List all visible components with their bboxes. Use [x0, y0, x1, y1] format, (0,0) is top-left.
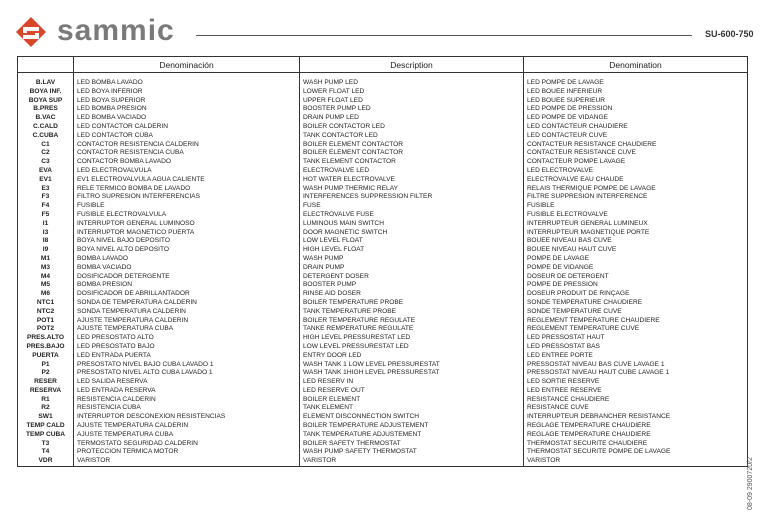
cell-denominacion: LED BOYA INFERIOR — [74, 88, 300, 97]
cell-code: RESER — [18, 378, 74, 387]
cell-denomination: LED ELECTROVALVE — [524, 167, 748, 176]
table-row — [18, 220, 748, 229]
components-table — [17, 56, 748, 467]
cell-denomination: POMPE DE VIDANGE — [524, 264, 748, 273]
cell-denomination: CONTACTEUR POMPE LAVAGE — [524, 158, 748, 167]
cell-code: TEMP CUBA — [18, 431, 74, 440]
table-row — [18, 325, 748, 334]
column-header-code — [18, 57, 74, 73]
cell-code: R2 — [18, 404, 74, 413]
cell-description: WASH PUMP — [300, 255, 524, 264]
cell-denominacion: LED PRESOSTATO ALTO — [74, 334, 300, 343]
cell-denomination: DOSEUR DE DETERGENT — [524, 273, 748, 282]
cell-denomination: PRESSOSTAT NIVEAU HAUT CUBE LAVAGE 1 — [524, 369, 748, 378]
cell-denomination: REGLEMENT TEMPERATURE CUVE — [524, 325, 748, 334]
cell-denominacion: DOSIFICADOR DE ABRILLANTADOR — [74, 290, 300, 299]
cell-code: POT2 — [18, 325, 74, 334]
cell-description: DOOR MAGNETIC SWITCH — [300, 229, 524, 238]
cell-denominacion: LED BOMBA LAVADO — [74, 79, 300, 88]
table-row — [18, 123, 748, 132]
cell-code: B.PRES — [18, 105, 74, 114]
cell-code: I3 — [18, 229, 74, 238]
cell-description: LOWER FLOAT LED — [300, 88, 524, 97]
cell-denomination: FUSIBLE — [524, 202, 748, 211]
cell-denominacion: RESISTENCIA CALDERIN — [74, 396, 300, 405]
cell-description: INTERFERENCES SUPPRESSION FILTER — [300, 193, 524, 202]
cell-denominacion: INTERRUPTOR MAGNETICO PUERTA — [74, 229, 300, 238]
cell-description: BOILER TEMPERATURE ADJUSTEMENT — [300, 422, 524, 431]
cell-denomination: POMPE DE LAVAGE — [524, 255, 748, 264]
cell-denominacion: LED CONTACTOR CUBA — [74, 132, 300, 141]
cell-description: WASH TANK 1 LOW LEVEL PRESSURESTAT — [300, 361, 524, 370]
cell-code: T4 — [18, 448, 74, 457]
table-row — [18, 79, 748, 88]
cell-denominacion: SONDA DE TEMPERATURA CALDERIN — [74, 299, 300, 308]
table-row — [18, 352, 748, 361]
cell-denomination: REGLAGE TEMPERATURE CHAUDIÈRE — [524, 422, 748, 431]
cell-denominacion: LED ENTRADA RESERVA — [74, 387, 300, 396]
cell-description: BOOSTER PUMP — [300, 281, 524, 290]
cell-denominacion: LED ENTRADA PUERTA — [74, 352, 300, 361]
cell-code: SW1 — [18, 413, 74, 422]
table-row — [18, 413, 748, 422]
table-row — [18, 141, 748, 150]
cell-code: PUERTA — [18, 352, 74, 361]
cell-denominacion: FILTRO SUPRESION INTERFERENCIAS — [74, 193, 300, 202]
cell-description: WASH PUMP SAFETY THERMOSTAT — [300, 448, 524, 457]
cell-denominacion: PRESOSTATO NIVEL ALTO CUBA LAVADO 1 — [74, 369, 300, 378]
cell-denominacion: LED CONTACTOR CALDERIN — [74, 123, 300, 132]
table-row — [18, 149, 748, 158]
cell-code: I9 — [18, 246, 74, 255]
cell-description: ELEMENT DISCONNECTION SWITCH — [300, 413, 524, 422]
cell-code: E3 — [18, 185, 74, 194]
cell-denomination: SONDE TEMPERATURE CHAUDIERE — [524, 299, 748, 308]
cell-denominacion: CONTACTOR RESISTENCIA CALDERIN — [74, 141, 300, 150]
cell-description: LED RESERV IN — [300, 378, 524, 387]
cell-code: F3 — [18, 193, 74, 202]
cell-denominacion: AJUSTE TEMPERATURA CALDERIN — [74, 317, 300, 326]
cell-description: BOILER TEMPERATURE PROBE — [300, 299, 524, 308]
cell-denomination: LED ENTRÉE PORTE — [524, 352, 748, 361]
cell-denominacion: VARISTOR — [74, 457, 300, 466]
document-reference: SU-600-750 — [705, 29, 754, 39]
cell-code: P2 — [18, 369, 74, 378]
table-row — [18, 317, 748, 326]
table-header-row — [18, 57, 748, 73]
cell-denomination: THERMOSTAT SECURITE CHAUDIÈRE — [524, 440, 748, 449]
table-row — [18, 396, 748, 405]
cell-denomination: CONTACTEUR RESISTANCE CUVE — [524, 149, 748, 158]
cell-code: PRES.ALTO — [18, 334, 74, 343]
table-row — [18, 176, 748, 185]
cell-code: R1 — [18, 396, 74, 405]
cell-code: EVA — [18, 167, 74, 176]
cell-denominacion: DOSIFICADOR DETERGENTE — [74, 273, 300, 282]
cell-denominacion: SONDA TEMPERATURA CALDERIN — [74, 308, 300, 317]
cell-description: DRAIN PUMP LED — [300, 114, 524, 123]
cell-code: PRES.BAJO — [18, 343, 74, 352]
cell-denomination: ELECTROVALVE EAU CHAUDE — [524, 176, 748, 185]
cell-code: P1 — [18, 361, 74, 370]
cell-denomination: REGLEMENT TEMPERATURE CHAUDIERE — [524, 317, 748, 326]
cell-denomination: LED SORTIE RESERVE — [524, 378, 748, 387]
cell-description: RINSE AID DOSER — [300, 290, 524, 299]
cell-code: F4 — [18, 202, 74, 211]
cell-code: I1 — [18, 220, 74, 229]
cell-denomination: SONDE TEMPERATURE CUVE — [524, 308, 748, 317]
cell-denominacion: INTERRUPTOR GENERAL LUMINOSO — [74, 220, 300, 229]
table-row — [18, 343, 748, 352]
cell-denomination: LED CONTACTEUR CHAUDIÈRE — [524, 123, 748, 132]
cell-denominacion: BOMBA VACIADO — [74, 264, 300, 273]
table-row — [18, 281, 748, 290]
cell-denominacion: AJUSTE TEMPERATURA CUBA — [74, 431, 300, 440]
cell-denomination: LED POMPE DE LAVAGE — [524, 79, 748, 88]
table-row — [18, 158, 748, 167]
brand-name: sammic — [57, 14, 175, 47]
cell-code: EV1 — [18, 176, 74, 185]
cell-description: BOILER TEMPERATURE REGULATE — [300, 317, 524, 326]
cell-code: RESERVA — [18, 387, 74, 396]
table-body — [18, 79, 748, 467]
cell-denomination: THERMOSTAT SECURITE POMPE DE LAVAGE — [524, 448, 748, 457]
table-row — [18, 290, 748, 299]
cell-code: BOYA SUP — [18, 97, 74, 106]
cell-denominacion: BOMBA LAVADO — [74, 255, 300, 264]
cell-code: NTC2 — [18, 308, 74, 317]
cell-code: F5 — [18, 211, 74, 220]
table-row — [18, 440, 748, 449]
cell-denomination: RELAIS THERMIQUE POMPE DE LAVAGE — [524, 185, 748, 194]
table-row — [18, 264, 748, 273]
cell-description: ENTRY DOOR LED — [300, 352, 524, 361]
cell-code: M1 — [18, 255, 74, 264]
cell-denomination: INTERRUPTEUR DEBRANCHER RESISTANCE — [524, 413, 748, 422]
cell-description: DRAIN PUMP — [300, 264, 524, 273]
cell-denomination: LED POMPE DE VIDANGE — [524, 114, 748, 123]
cell-denominacion: FUSIBLE ELECTROVALVULA — [74, 211, 300, 220]
cell-description: HIGH LEVEL PRESSURESTAT LED — [300, 334, 524, 343]
side-document-code: 08-09 2900720/2 — [747, 457, 754, 510]
document-header — [0, 0, 768, 50]
cell-code: B.VAC — [18, 114, 74, 123]
cell-code: M3 — [18, 264, 74, 273]
cell-denomination: CONTACTEUR RESISTANCE CHAUDIERE — [524, 141, 748, 150]
table-row — [18, 387, 748, 396]
table-row — [18, 114, 748, 123]
cell-denomination: LED ENTRÉE RESERVE — [524, 387, 748, 396]
table-row — [18, 105, 748, 114]
cell-code: C2 — [18, 149, 74, 158]
table-row — [18, 273, 748, 282]
cell-description: TANK TEMPERATURE PROBE — [300, 308, 524, 317]
cell-denominacion: LED SALIDA RESERVA — [74, 378, 300, 387]
cell-denomination: REGLAGE TEMPERATURE CHAUDIÈRE — [524, 431, 748, 440]
cell-denomination: LED CONTACTEUR CUVE — [524, 132, 748, 141]
cell-code: NTC1 — [18, 299, 74, 308]
cell-code: VDR — [18, 457, 74, 466]
cell-denomination: LED PRESSOSTAT BAS — [524, 343, 748, 352]
cell-description: ELECTROVALVE FUSE — [300, 211, 524, 220]
cell-denomination: VARISTOR — [524, 457, 748, 466]
cell-code: M6 — [18, 290, 74, 299]
cell-code: T3 — [18, 440, 74, 449]
cell-denominacion: AJUSTE TEMPERATURA CALDERIN — [74, 422, 300, 431]
cell-description: VARISTOR — [300, 457, 524, 466]
cell-denominacion: LED BOMBA PRESION — [74, 105, 300, 114]
column-header-denomination: Denomination — [524, 57, 748, 73]
cell-denomination: LED PRESSOSTAT HAUT — [524, 334, 748, 343]
cell-denomination: LED BOUÉE INFÉRIEUR — [524, 88, 748, 97]
cell-denominacion: LED BOYA SUPERIOR — [74, 97, 300, 106]
cell-description: TANK CONTACTOR LED — [300, 132, 524, 141]
cell-code: M4 — [18, 273, 74, 282]
cell-description: DETERGENT DOSER — [300, 273, 524, 282]
table-row — [18, 202, 748, 211]
cell-denomination: POMPE DE PRESSION — [524, 281, 748, 290]
cell-denominacion: CONTACTOR BOMBA LAVADO — [74, 158, 300, 167]
table-row — [18, 361, 748, 370]
cell-denominacion: BOYA NIVEL BAJO DEPOSITO — [74, 237, 300, 246]
cell-description: LOW LEVEL FLOAT — [300, 237, 524, 246]
table-row — [18, 237, 748, 246]
cell-denomination: INTERRUPTEUR MAGNETIQUE PORTE — [524, 229, 748, 238]
cell-description: WASH PUMP THERMIC RELAY — [300, 185, 524, 194]
cell-denomination: BOUEE NIVEAU BAS CUVE — [524, 237, 748, 246]
cell-code: TEMP CALD — [18, 422, 74, 431]
cell-description: FUSE — [300, 202, 524, 211]
table-row — [18, 369, 748, 378]
cell-description: TANK TEMPERATURE ADJUSTEMENT — [300, 431, 524, 440]
column-header-description: Description — [300, 57, 524, 73]
cell-denominacion: AJUSTE TEMPERATURA CUBA — [74, 325, 300, 334]
cell-code: BOYA INF. — [18, 88, 74, 97]
cell-code: C.CUBA — [18, 132, 74, 141]
cell-code: C.CALD — [18, 123, 74, 132]
table-row — [18, 448, 748, 457]
cell-description: TANKE REMPERATURE REGULATE — [300, 325, 524, 334]
cell-code: C3 — [18, 158, 74, 167]
cell-denomination: INTERRUPTEUR GENERAL LUMINEUX — [524, 220, 748, 229]
cell-description: BOILER ELEMENT CONTACTOR — [300, 141, 524, 150]
cell-description: BOILER CONTACTOR LED — [300, 123, 524, 132]
cell-description: ELECTROVALVE LED — [300, 167, 524, 176]
cell-denominacion: PRESOSTATO NIVEL BAJO CUBA LAVADO 1 — [74, 361, 300, 370]
cell-denomination: RESISTANCE CHAUDIERE — [524, 396, 748, 405]
table-row — [18, 299, 748, 308]
cell-denominacion: EV1 ELECTROVALVULA AGUA CALIENTE — [74, 176, 300, 185]
table-row — [18, 422, 748, 431]
table-row — [18, 334, 748, 343]
cell-denomination: DOSEUR PRODUIT DE RINÇAGE — [524, 290, 748, 299]
header-rule — [196, 35, 692, 36]
cell-description: BOOSTER PUMP LED — [300, 105, 524, 114]
table-row — [18, 457, 748, 466]
table-row — [18, 404, 748, 413]
cell-description: TANK ELEMENT — [300, 404, 524, 413]
cell-denomination: LED BOUÉE SUPÉRIEUR — [524, 97, 748, 106]
cell-denominacion: CONTACTOR RESISTENCIA CUBA — [74, 149, 300, 158]
cell-denominacion: LED ELECTROVALVULA — [74, 167, 300, 176]
table-row — [18, 88, 748, 97]
cell-code: POT1 — [18, 317, 74, 326]
table-row — [18, 193, 748, 202]
cell-denominacion: RESISTENCIA CUBA — [74, 404, 300, 413]
cell-description: HOT WATER ELECTROVALVE — [300, 176, 524, 185]
cell-denomination: LED POMPE DE PRESSION — [524, 105, 748, 114]
table-row — [18, 229, 748, 238]
cell-description: HIGH LEVEL FLOAT — [300, 246, 524, 255]
cell-description: BOILER ELEMENT — [300, 396, 524, 405]
cell-description: TANK ELEMENT CONTACTOR — [300, 158, 524, 167]
cell-denominacion: BOYA NIVEL ALTO DEPOSITO — [74, 246, 300, 255]
cell-denominacion: INTERRUPTOR DESCONEXION RESISTENCIAS — [74, 413, 300, 422]
cell-denomination: RESISTANCE CUVE — [524, 404, 748, 413]
cell-denomination: FILTRE SUPPRESION INTERFÉRENCE — [524, 193, 748, 202]
cell-denominacion: LED PRESOSTATO BAJO — [74, 343, 300, 352]
cell-description: WASH PUMP LED — [300, 79, 524, 88]
cell-description: WASH TANK 1HIGH LEVEL PRESSURESTAT — [300, 369, 524, 378]
cell-description: LOW LEVEL PRESSURESTAT LED — [300, 343, 524, 352]
table-row — [18, 167, 748, 176]
table-row — [18, 246, 748, 255]
cell-code: C1 — [18, 141, 74, 150]
cell-denominacion: LED BOMBA VACIADO — [74, 114, 300, 123]
cell-description: BOILER ELEMENT CONTACTOR — [300, 149, 524, 158]
cell-description: UPPER FLOAT LED — [300, 97, 524, 106]
cell-denominacion: RELE TERMICO BOMBA DE LAVADO — [74, 185, 300, 194]
cell-description: BOILER SAFETY THERMOSTAT — [300, 440, 524, 449]
cell-denominacion: TERMOSTATO SEGURIDAD CALDERIN — [74, 440, 300, 449]
table-row — [18, 378, 748, 387]
sammic-logo-icon — [14, 15, 48, 49]
cell-code: B.LAV — [18, 79, 74, 88]
cell-denomination: PRESSOSTAT NIVEAU BAS CUVE LAVAGE 1 — [524, 361, 748, 370]
cell-code: I8 — [18, 237, 74, 246]
table-row — [18, 308, 748, 317]
cell-denomination: BOUEE NIVEAU HAUT CUVE — [524, 246, 748, 255]
cell-denomination: FUSIBLE ELECTROVALVE — [524, 211, 748, 220]
table-row — [18, 431, 748, 440]
table-row — [18, 185, 748, 194]
table-row — [18, 97, 748, 106]
cell-description: LUMINOUS MAIN SWITCH — [300, 220, 524, 229]
table-row — [18, 132, 748, 141]
cell-code: M5 — [18, 281, 74, 290]
column-header-denominacion: Denominación — [74, 57, 300, 73]
cell-description: LED RESERVE OUT — [300, 387, 524, 396]
cell-denominacion: PROTECCION TERMICA MOTOR — [74, 448, 300, 457]
table-row — [18, 211, 748, 220]
table-row — [18, 255, 748, 264]
cell-denominacion: FUSIBLE — [74, 202, 300, 211]
cell-denominacion: BOMBA PRESION — [74, 281, 300, 290]
